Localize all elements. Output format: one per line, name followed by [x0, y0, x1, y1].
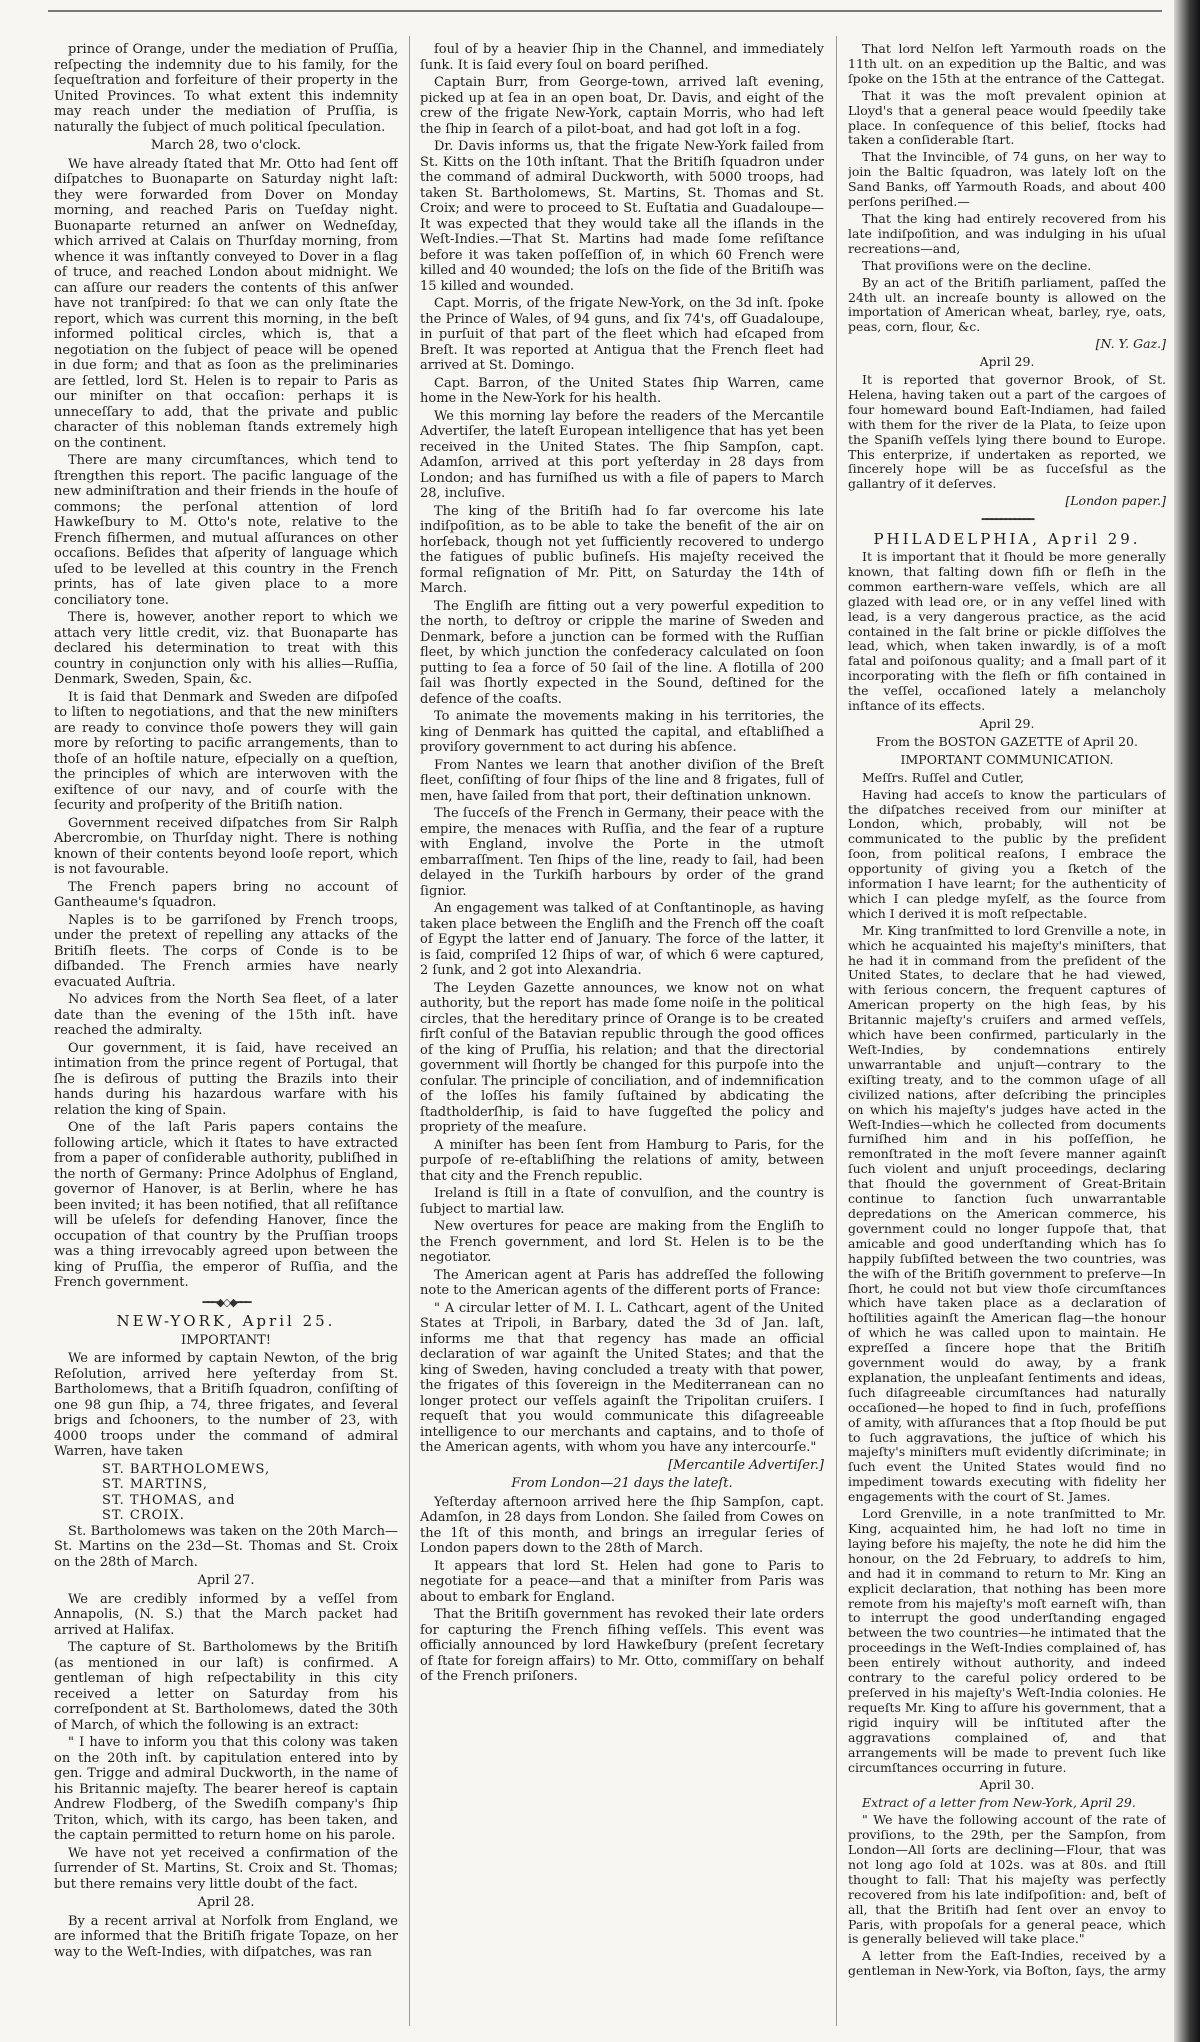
article-paragraph: New overtures for peace are making from the Engliſh to the French government, and lord St. Helen is to be the negotiator.	[420, 1219, 824, 1265]
article-paragraph: prince of Orange, under the mediation of Pruſſia, reſpecting the indemnity due to his family, for the ſequeſtration and forfeiture of their property in the United Provinces. To what extent this indemnity may reach under the mediation of Pruſſia, is naturally the ſubject of much political ſpeculation.	[54, 42, 398, 135]
source-credit: [London paper.]	[1065, 493, 1166, 509]
column-middle	[420, 42, 824, 2032]
article-paragraph: The French papers bring no account of Gantheaume's ſquadron.	[54, 879, 398, 910]
article-paragraph: Capt. Morris, of the frigate New-York, on the 3d inſt. ſpoke the Prince of Wales, of 94 guns, and ſix 74's, off Guadaloupe, in purſuit of that part of the fleet which had eſcaped from Breſt. It was reported at Antigua that the French fleet had arrived at St. Domingo.	[420, 296, 824, 373]
column-right	[848, 42, 1166, 2032]
section-heading: From London—21 days the lateſt.	[511, 1476, 733, 1491]
article-paragraph: We are informed by captain Newton, of the brig Reſolution, arrived here yeſterday from St. Bartholomews, that a Britiſh ſquadron, conſiſting of one 98 gun ſhip, a 74, three frigates, and ſeveral brigs and ſchooners, to the number of 23, with 4000 troops under the command of admiral Warren, have taken	[54, 1351, 398, 1459]
article-paragraph: Captain Burr, from George-town, arrived laſt evening, picked up at ſea in an open boat, Dr. Davis, and eight of the crew of the frigate New-York, captain Morris, who had left the ſhip in ſearch of a pilot-boat, and had got loſt in a fog.	[420, 75, 824, 137]
ornament-divider: ━━━━━━━━━━━	[981, 513, 1033, 527]
article-paragraph: By a recent arrival at Norfolk from England, we are informed that the Britiſh frigate Topaze, on her way to the Weſt-Indies, with diſpatches, was ran	[54, 1913, 398, 1960]
article-paragraph: One of the laſt Paris papers contains the following article, which it ſtates to have extracted from a paper of conſiderable authority, publiſhed in the north of Germany: Prince Adolphus of England, governor of Hanover, is at Berlin, where he has been invited; it has been notified, that all reſiſtance will be uſeleſs for defending Hanover, ſince the occupation of that country by the Pruſſian troops was a thing irrevocably agreed upon between the king of Pruſſia, the emperor of Ruſſia, and the French government.	[54, 1120, 398, 1290]
list-line: ST. THOMAS, and	[102, 1492, 236, 1508]
article-paragraph: " A circular letter of M. I. L. Cathcart, agent of the United States at Tripoli, in Barbary, dated the 3d of Jan. laſt, informs me that that regency has made an official declaration of war againſt the United States; and that the king of Sweden, having concluded a treaty with that power, the frigates of this ſovereign in the Mediterranean can no longer protect our veſſels againſt the Tripolitan cruiſers. I requeſt that you would communicate this diſagreeable intelligence to our merchants and captains, and to thoſe of the American agents, with whom you have any intercourſe."	[420, 1300, 824, 1455]
section-heading: PHILADELPHIA, April 29.	[873, 530, 1141, 549]
article-paragraph: The ſucceſs of the French in Germany, their peace with the empire, the menaces with Ruſſia, and the fear of a rupture with England, involve the Porte in the utmoſt embarraſſment. Ten ſhips of the line, ready to ſail, had been delayed in the Turkiſh harbours by order of the grand ſignior.	[420, 806, 824, 899]
list-line: ST. BARTHOLOMEWS,	[102, 1461, 271, 1477]
source-credit: [Mercantile Advertiſer.]	[668, 1457, 824, 1473]
article-paragraph: Yeſterday afternoon arrived here the ſhip Sampſon, capt. Adamſon, in 28 days from London. She ſailed from Cowes on the 1ſt of this month, and brings an irregular ſeries of London papers down to the 28th of March.	[420, 1494, 824, 1556]
section-heading: March 28, two o'clock.	[150, 138, 302, 153]
article-paragraph: Government received diſpatches from Sir Ralph Abercrombie, on Thurſday night. There is nothing known of their contents beyond looſe report, which is not favourable.	[54, 815, 398, 877]
section-heading: IMPORTANT!	[180, 1332, 272, 1348]
section-heading: April 30.	[979, 1777, 1035, 1793]
article-paragraph: The king of the Britiſh had ſo far overcome his late indiſpoſition, as to be able to take the benefit of the air on horſeback, though not yet ſufficiently recovered to undergo the fatigues of public buſineſs. His majeſty received the formal reſignation of Mr. Pitt, on Saturday the 14th of March.	[420, 503, 824, 596]
section-heading: April 29.	[979, 715, 1035, 731]
article-paragraph: St. Bartholomews was taken on the 20th March—St. Martins on the 23d—St. Thomas and St. Croix on the 28th of March.	[54, 1523, 398, 1570]
article-paragraph: " I have to inform you that this colony was taken on the 20th inſt. by capitulation entered into by gen. Trigge and admiral Duckworth, in the name of his Britannic majeſty. The bearer hereof is captain Andrew Flodberg, of the Swediſh company's ſhip Triton, which, with its cargo, has been taken, and the captain permitted to return home on his parole.	[54, 1735, 398, 1843]
article-paragraph: The Engliſh are fitting out a very powerful expedition to the north, to deſtroy or cripple the marine of Sweden and Denmark, before a junction can be formed with the Ruſſian fleet, by which junction the confederacy calculated on ſoon putting to ſea a force of 50 ſail of the line. A flotilla of 200 ſail was ſhortly expected in the Sound, deſtined for the defence of the coaſts.	[420, 598, 824, 707]
source-credit: [N. Y. Gaz.]	[1095, 336, 1166, 352]
article-paragraph: There are many circumſtances, which tend to ſtrengthen this report. The pacific language of the new adminiſtration and their friends in the houſe of commons; the perſonal attention of lord Hawkeſbury to M. Otto's note, relative to the French fiſhermen, and mutual aſſurances on other occaſions. Beſides that aſperity of language which uſed to be levelled at this country in the French prints, has of late given place to a more conciliatory tone.	[54, 453, 398, 608]
list-line: ST. MARTINS,	[102, 1477, 208, 1492]
article-paragraph: That the Invincible, of 74 guns, on her way to join the Baltic ſquadron, was lately loſt on the Sand Banks, off Yarmouth Roads, and about 400 perſons periſhed.—	[848, 149, 1166, 210]
article-paragraph: An engagement was talked of at Conſtantinople, as having taken place between the Engliſh and the French off the coaſt of Egypt the latter end of January. The force of the latter, it is ſaid, compriſed 12 ſhips of war, of which 6 were captured, 2 ſunk, and 2 got into Alexandria.	[420, 901, 824, 978]
article-paragraph: From Nantes we learn that another diviſion of the Breſt fleet, conſiſting of four ſhips of the line and 8 frigates, full of men, have ſailed from that port, their deſtination unknown.	[420, 757, 824, 804]
article-paragraph: It appears that lord St. Helen had gone to Paris to negotiate for a peace—and that a miniſter from Paris was about to embark for England.	[420, 1558, 824, 1605]
article-paragraph: That proviſions were on the decline.	[862, 257, 1092, 273]
article-paragraph: Ireland is ſtill in a ſtate of convulſion, and the country is ſubject to martial law.	[420, 1186, 824, 1217]
section-heading: NEW-YORK, April 25.	[116, 1312, 336, 1330]
article-paragraph: Meſſrs. Ruſſel and Cutler,	[862, 769, 1024, 785]
article-paragraph: It is reported that governor Brook, of St. Helena, having taken out a part of the cargoes of four homeward bound Eaſt-Indiamen, had failed with them for the river de la Plata, to ſeize upon the Spaniſh veſſels lying there bound to Europe. This enterprize, if undertaken as reported, we ſincerely hope will be as ſucceſsful as the gallantry of it deſerves.	[848, 372, 1166, 492]
article-paragraph: It is important that it ſhould be more generally known, that falting down fiſh or fleſh in the common earthern-ware veſſels, which are all glazed with lead ore, or in any veſſel lined with lead, is a very dangerous practice, as the acid contained in the ſalt brine or pickle diſſolves the lead, which, when taken inwardly, is of a moſt fatal and poiſonous quality; and a ſmall part of it incorporating with the fleſh or fiſh contained in the veſſel, occaſioned lately a melancholy inſtance of its effects.	[848, 549, 1166, 714]
article-paragraph: Extract of a letter from New-York, April 29.	[862, 1795, 1136, 1811]
article-paragraph: We have already ſtated that Mr. Otto had ſent off diſpatches to Buonaparte on Saturday night laſt: they were forwarded from Dover on Monday morning, and reached Paris on Tueſday night. Buonaparte returned an anſwer on Wedneſday, which arrived at Calais on Thurſday morning, from whence it was inſtantly conveyed to Dover in a flag of truce, and reached London about midnight. We can aſſure our readers the contents of this anſwer have not tranſpired: ſo that we can only ſtate the report, which was current this morning, in the beſt informed political circles, which is, that a negotiation on the ſubject of peace will be opened in due form; and that as ſoon as the preliminaries are ſettled, lord St. Helen is to repair to Paris as our miniſter on that occaſion: perhaps it is unneceſſary to add, that the private and public character of this nobleman ſtands extremely high on the continent.	[54, 156, 398, 451]
article-paragraph: The Leyden Gazette announces, we know not on what authority, but the report has made ſome noiſe in the political circles, that the hereditary prince of Orange is to be created firſt conſul of the Batavian republic through the good offices of the king of Pruſſia, his relation; and that the directorial government will ſhortly be changed for this purpoſe into the conſular. The principle of conciliation, and of indemnification of the loſſes his family ſuſtained by abdicating the ſtadtholderſhip, is ſaid to have ſuggeſted the policy and propriety of the meaſure.	[420, 980, 824, 1135]
article-paragraph: Dr. Davis informs us, that the frigate New-York failed from St. Kitts on the 10th inſtant. That the Britiſh ſquadron under the command of admiral Duckworth, with 5000 troops, had taken St. Bartholomews, St. Martins, St. Thomas and St. Croix; and were to proceed to St. Euſtatia and Guadaloupe—It was expected that they would take all the iſlands in the Weſt-Indies.—That St. Martins had made ſome reſiſtance before it was taken poſſeſſion of, in which 60 French were killed and 40 wounded; the loſs on the ſide of the Britiſh was 15 killed and wounded.	[420, 139, 824, 294]
article-paragraph: Lord Grenville, in a note tranſmitted to Mr. King, acquainted him, he had loſt no time in laying before his majeſty, the note he did him the honour, on the 2d February, to addreſs to him, and had it in command to return to Mr. King an explicit declaration, that nothing has been more remote from his majeſty's moſt earneſt wiſh, than to interrupt the good underſtanding engaged between the two countries—he intimated that the proceedings in the Weſt-Indies complained of, has been entirely without authority, and indeed contrary to the careful policy ordered to be preſerved in his majeſty's Weſt-India colonies. He requeſts Mr. King to aſſure his government, that a rigid inquiry will be inſtituted after the aggravations complained of, and that arrangements will be made to prevent ſuch like circumſtances occurring in future.	[848, 1506, 1166, 1775]
article-paragraph: We have not yet received a confirmation of the ſurrender of St. Martins, St. Croix and St. Thomas; but there remains very little doubt of the fact.	[54, 1845, 398, 1892]
article-paragraph: That lord Nelſon left Yarmouth roads on the 11th ult. on an expedition up the Baltic, and was ſpoke on the 15th at the entrance of the Cattegat.	[848, 42, 1166, 86]
article-paragraph: Mr. King tranſmitted to lord Grenville a note, in which he acquainted his majeſty's miniſters, that he had it in command from the preſident of the United States, to declare that he had viewed, with ſerious concern, the frequent captures of American property on the high ſeas, by his Britannic majeſty's cruiſers and armed veſſels, which have been confirmed, particularly in the Weſt-Indies, by condemnations entirely unwarrantable and unjuſt—contrary to the exiſting treaty, and to the common uſage of all civilized nations, after deſcribing the principles on which his majeſty's judges have acted in the Weſt-Indies—which he collected from documents furniſhed him and in his poſſeſſion, he remonſtrated in the moſt ſevere manner againſt ſuch violent and unjuſt proceedings, declaring that ſhould the government of Great-Britain continue to ſanction ſuch unwarrantable depredations on the American commerce, his government could no longer ſuppoſe that, that amicable and good underſtanding which has ſo happily ſubſiſted between the two countries, was the wiſh of the Britiſh government to preſerve—In ſhort, he could not but view thoſe circumſtances which have taken place as a declaration of hoſtilities againſt the American flag—the honour of which he was called upon to maintain. He expreſſed a ſincere hope that the Britiſh government would do away, by a frank explanation, the unpleaſant ſentiments and ideas, ſuch diſagreeable circumſtances had naturally occaſioned—he hoped to find in ſuch, profeſſions of amity, with aſſurances that a ſtop ſhould be put to ſuch aggravations, the juſtice of which his majeſty's miniſters muſt evidently diſcriminate; in ſuch event the United States would find no impediment towards executing with fidelity her engagements with the court of St. James.	[848, 922, 1166, 1505]
section-heading: From the BOSTON GAZETTE of April 20.	[876, 733, 1138, 749]
section-heading: IMPORTANT COMMUNICATION.	[900, 751, 1114, 767]
list-line: ST. CROIX.	[102, 1508, 185, 1523]
article-paragraph: No advices from the North Sea fleet, of a later date than the evening of the 15th inſt. have reached the admiralty.	[54, 992, 398, 1038]
page-edge-shadow	[1174, 0, 1200, 2042]
section-heading: April 28.	[197, 1895, 255, 1910]
article-paragraph: Naples is to be garriſoned by French troops, under the pretext of repelling any attacks of the Britiſh fleets. The corps of Conde is to be diſbanded. The French armies have nearly evacuated Auſtria.	[54, 912, 398, 990]
article-paragraph: The capture of St. Bartholomews by the Britiſh (as mentioned in our laſt) is confirmed. A gentleman of high reſpectability in this city received a letter on Saturday from his correſpondent at St. Bartholomews, dated the 30th of March, of which the following is an extract:	[54, 1640, 398, 1733]
column-divider	[409, 36, 410, 2026]
article-paragraph: Capt. Barron, of the United States ſhip Warren, came home in the New-York for his health.	[420, 375, 824, 406]
article-paragraph: The American agent at Paris has addreſſed the following note to the American agents of the different ports of France:	[420, 1267, 824, 1298]
article-paragraph: Our government, it is ſaid, have received an intimation from the prince regent of Portugal, that ſhe is deſirous of putting the Brazils into their hands during his hazardous warfare with his relation the king of Spain.	[54, 1040, 398, 1118]
article-paragraph: By an act of the Britiſh parliament, paſſed the 24th ult. an increaſe bounty is allowed on the importation of American wheat, barley, rye, oats, peas, corn, flour, &c.	[848, 274, 1166, 335]
column-left	[54, 42, 398, 2032]
article-paragraph: That it was the moſt prevalent opinion at Lloyd's that a general peace would ſpeedily take place. In conſequence of this belief, ſtocks had taken a conſiderable ſtart.	[848, 87, 1166, 148]
section-heading: April 27.	[197, 1573, 255, 1588]
article-paragraph: We are credibly informed by a veſſel from Annapolis, (N. S.) that the March packet had arrived at Halifax.	[54, 1591, 398, 1638]
article-paragraph: A miniſter has been ſent from Hamburg to Paris, for the purpoſe of re-eſtabliſhing the relations of amity, between that city and the French republic.	[420, 1137, 824, 1184]
article-paragraph: foul of by a heavier ſhip in the Channel, and immediately ſunk. It is ſaid every ſoul on board periſhed.	[420, 42, 824, 73]
article-paragraph: There is, however, another report to which we attach very little credit, viz. that Buonaparte has declared his determination to treat with this country in conjunction only with his allies—Ruſſia, Denmark, Sweden, Spain, &c.	[54, 610, 398, 687]
article-paragraph: It is ſaid that Denmark and Sweden are diſpoſed to liſten to negotiations, and that the new miniſters are ready to convince thoſe powers they will gain more by reſorting to pacific arrangements, than to thoſe of an hoſtile nature, eſpecially on a queſtion, the principles of which are interwoven with the exiſtence of our navy, and of courſe with the ſecurity and proſperity of the Britiſh nation.	[54, 689, 398, 813]
article-paragraph: A letter from the Eaſt-Indies, received by a gentleman in New-York, via Boſton, ſays, the army	[848, 1948, 1166, 1979]
article-paragraph: To animate the movements making in his territories, the king of Denmark has quitted the capital, and eſtabliſhed a proviſory government to act during his abſence.	[420, 709, 824, 755]
top-rule	[48, 10, 1162, 12]
column-divider	[836, 36, 837, 2026]
ornament-divider: ━━━◆◇◆━━━	[202, 1295, 250, 1309]
article-paragraph: Having had acceſs to know the particulars of the diſpatches received from our miniſter at London, which, probably, will not be communicated to the public by the preſident ſoon, from political reaſons, I embrace the opportunity of giving you a ſketch of the information I have learnt; for the authenticity of which I can pledge myſelf, as the ſource from which I derived it is moſt reſpectable.	[848, 786, 1166, 921]
article-paragraph: That the Britiſh government has revoked their late orders for capturing the French fiſhing veſſels. This event was officially announced by lord Hawkeſbury (preſent ſecretary of ſtate for foreign affairs) to Mr. Otto, commiſſary on behalf of the French priſoners.	[420, 1607, 824, 1684]
article-paragraph: " We have the following account of the rate of proviſions, to the 29th, per the Sampſon, from London—All ſorts are declining—Flour, that was not long ago ſold at 102s. was at 80s. and ſtill thought to fall: That his majeſty was perfectly recovered from his late indiſpoſition: and, beſt of all, that the Britiſh had ſent over an envoy to Paris, with propoſals for a general peace, which is generally believed will take place."	[848, 1812, 1166, 1947]
section-heading: April 29.	[979, 354, 1035, 370]
article-paragraph: We this morning lay before the readers of the Mercantile Advertiſer, the lateſt European intelligence that has yet been received in the United States. The ſhip Sampſon, capt. Adamſon, arrived at this port yeſterday in 28 days from London; and has furniſhed us with a file of papers to March 28, incluſive.	[420, 408, 824, 501]
article-paragraph: That the king had entirely recovered from his late indiſpoſition, and was indulging in his uſual recreations—and,	[848, 210, 1166, 256]
